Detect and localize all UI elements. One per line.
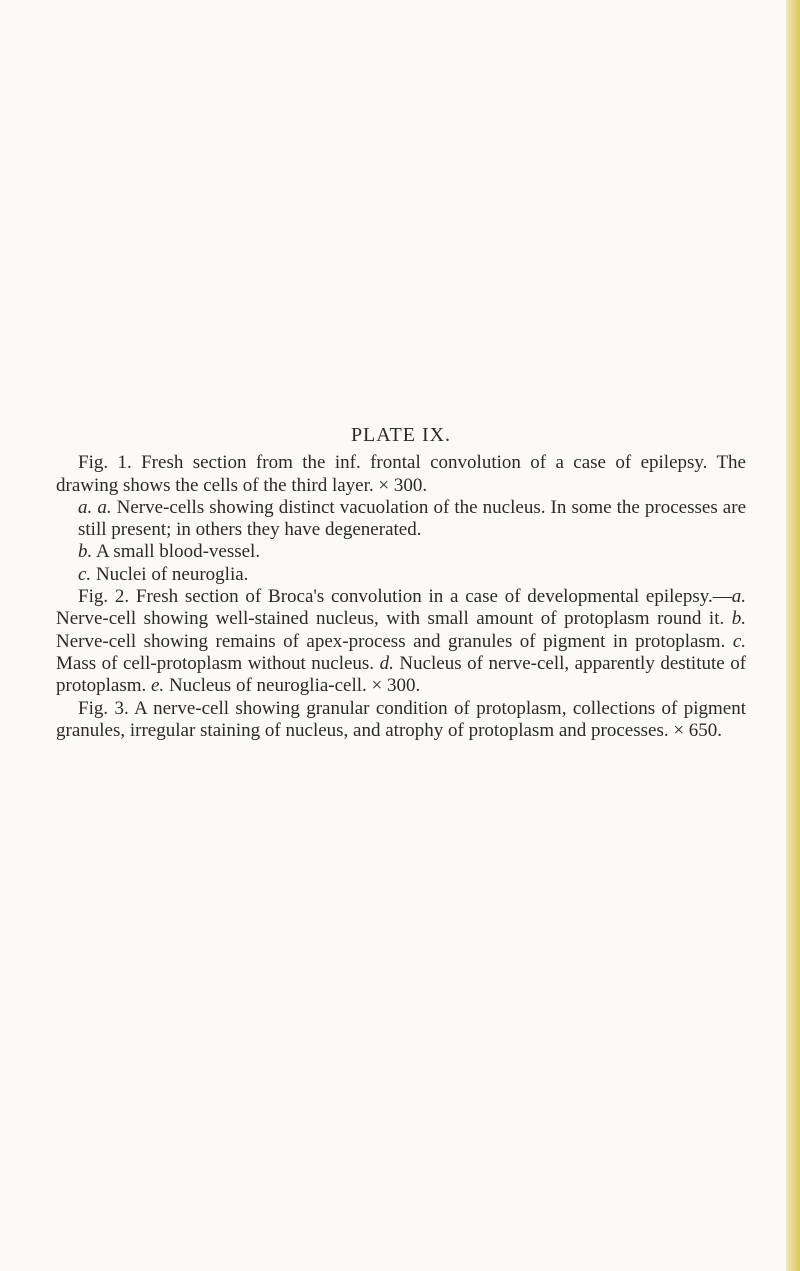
fig1-item-b: [56, 541, 746, 563]
fig2-c-text: Mass of cell-protoplasm without nucleus.: [56, 652, 375, 674]
plate-title: PLATE IX.: [350, 424, 452, 446]
fig2-c-label: c.: [732, 630, 747, 652]
fig1-b-label: b.: [78, 541, 93, 563]
fig2-d-label: d.: [379, 652, 394, 674]
fig1-b-text: A small blood-vessel.: [95, 541, 261, 563]
fig2-a-label: a.: [731, 586, 746, 608]
fig1-c-label: c.: [78, 563, 92, 585]
fig2-lead: Fig. 2. Fresh section of Broca's convolution in a case of developmental epilepsy.—: [78, 586, 732, 608]
fig2-b-text: Nerve-cell showing remains of apex-process and granules of pigment in protoplasm.: [56, 630, 726, 652]
fig2-e-text: Nucleus of neuroglia-cell. × 300.: [168, 675, 421, 697]
fig3-text: Fig. 3. A nerve-cell showing granular condition of protoplasm, collections of pigment granules, irregular staining of nucleus, and atrophy of protoplasm and processes. × 650.: [56, 697, 746, 741]
fig2-e-label: e.: [151, 675, 165, 697]
page-edge: [786, 0, 800, 1271]
fig2-caption: [56, 586, 746, 697]
fig3-caption: [56, 698, 746, 743]
fig1-a-text: Nerve-cells showing distinct vacuolation of the nucleus. In some the processes are still present; in others they have degenerated.: [78, 496, 746, 541]
plate-caption: [56, 424, 746, 742]
fig1-item-a: [56, 497, 746, 542]
fig1-caption: [56, 452, 746, 497]
fig1-item-c: [56, 564, 746, 586]
fig2-b-label: b.: [731, 608, 746, 630]
fig1-c-text: Nuclei of neuroglia.: [95, 563, 249, 585]
fig1-a-label: a. a.: [78, 496, 112, 518]
fig1-lead: Fig. 1. Fresh section from the inf. frontal convolution of a case of epilepsy. The drawing shows the cells of the third layer. × 300.: [56, 452, 746, 496]
fig2-a-text: Nerve-cell showing well-stained nucleus, with small amount of protoplasm round it.: [56, 608, 725, 630]
fig2-d-text: Nucleus of nerve-cell, apparently destitute of protoplasm.: [56, 652, 747, 697]
